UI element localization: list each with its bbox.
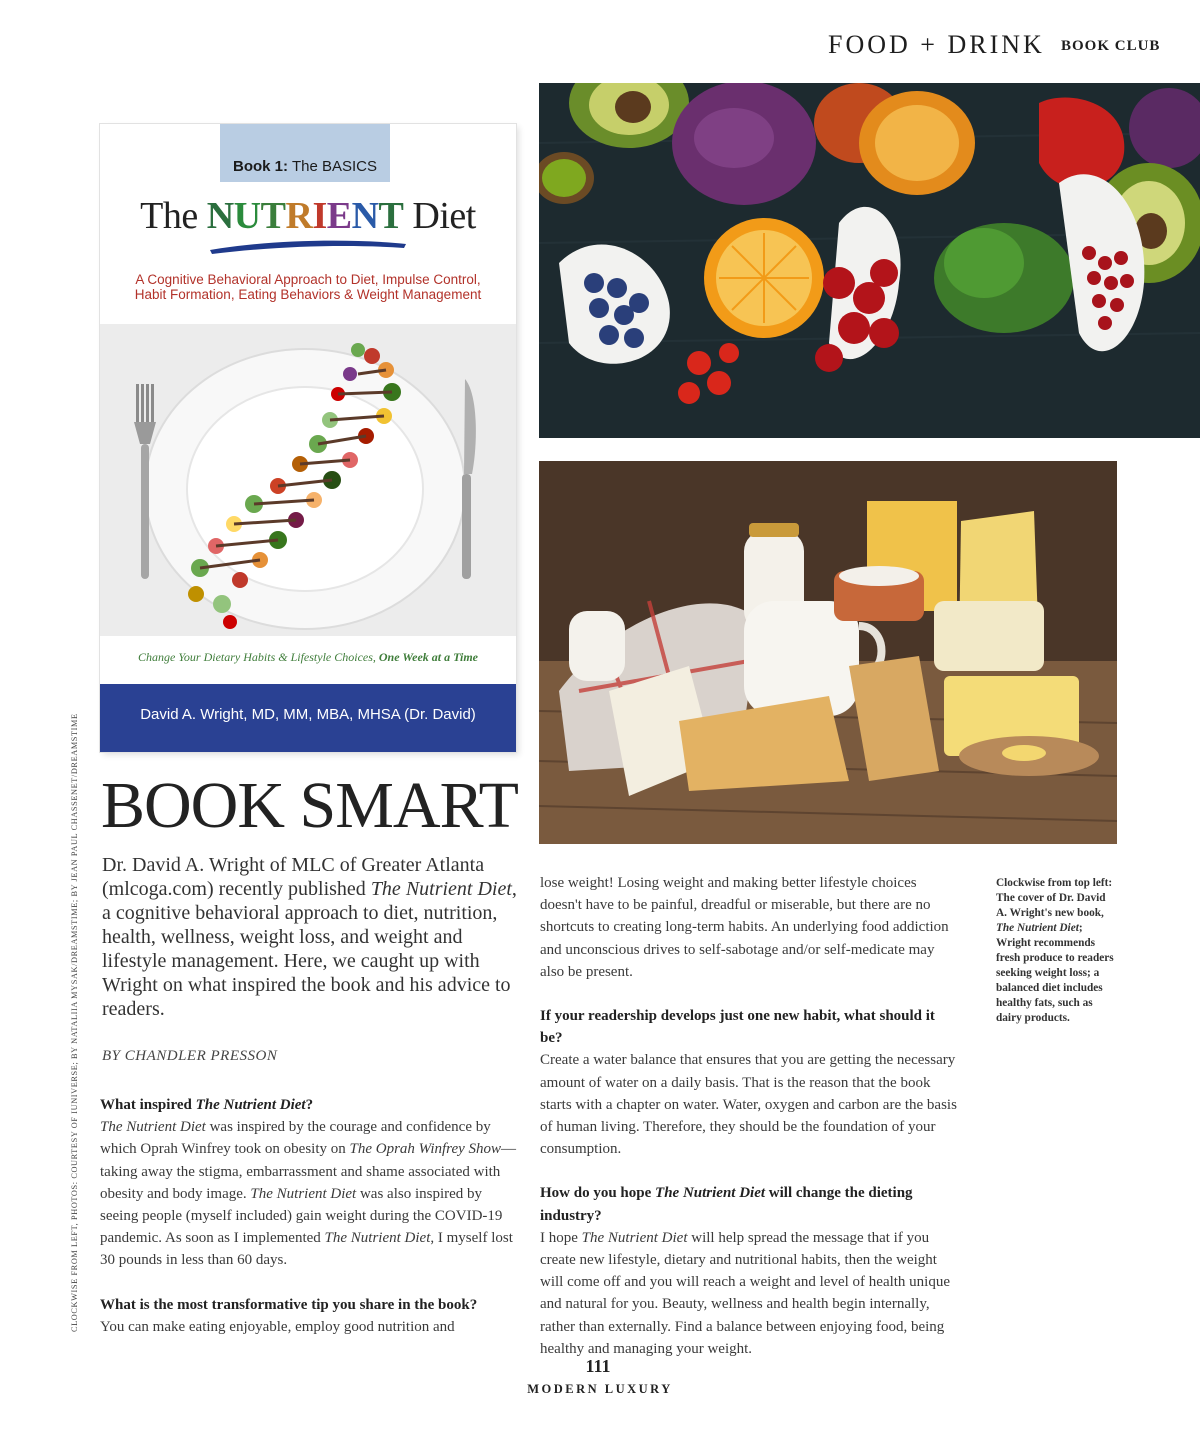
photo-caption bbox=[996, 876, 1118, 1026]
answer-2-start: You can make eating enjoyable, employ good nutrition and bbox=[100, 1318, 455, 1335]
cover-tagline bbox=[100, 650, 516, 665]
qa-block-3 bbox=[540, 1005, 960, 1160]
question-4-pre: How do you hope bbox=[540, 1185, 656, 1202]
produce-photo bbox=[539, 83, 1200, 438]
cover-subtitle bbox=[120, 272, 496, 302]
answer-1-text-1: was inspired by the courage and confidence by which Oprah Winfrey took on obesity on bbox=[100, 1119, 491, 1158]
caption-post: ; Wright recommends fresh produce to readers seeking weight loss; a balanced diet includes healthy fats, such as dairy products. bbox=[996, 922, 1114, 1024]
cover-title-pre: The bbox=[140, 195, 198, 237]
cover-tag-prefix: Book 1: bbox=[233, 158, 289, 175]
book-cover bbox=[100, 124, 516, 752]
cover-title-letter: T bbox=[260, 195, 286, 237]
question-1-pre: What inspired bbox=[100, 1097, 196, 1113]
article-column-1 bbox=[100, 1094, 520, 1360]
section-subtitle: BOOK CLUB bbox=[1061, 38, 1161, 54]
answer-1-title-1: The Nutrient Diet bbox=[100, 1119, 206, 1136]
qa-block-2 bbox=[100, 1294, 520, 1338]
cover-title-letter: N bbox=[351, 195, 379, 237]
cover-title-main bbox=[207, 195, 404, 237]
cover-title-letter: T bbox=[378, 195, 404, 237]
answer-1-title-4: The Nutrient Diet bbox=[324, 1230, 431, 1247]
cover-title-letter: U bbox=[233, 195, 261, 237]
cover-author: David A. Wright, MD, MM, MBA, MHSA (Dr. David) bbox=[140, 706, 476, 723]
cover-plate-illustration bbox=[100, 324, 516, 636]
cover-title-letter: R bbox=[285, 195, 313, 237]
answer-1-title-2: The Oprah Winfrey Show bbox=[349, 1141, 502, 1158]
intro-text-2: , a cognitive behavioral approach to diet, nutrition, health, wellness, weight loss, and weight and lifestyle management. Here, we caught up with Wright on what inspired the book and his advice to readers. bbox=[102, 878, 517, 1020]
intro-text-1: Dr. David A. Wright of MLC of Greater Atlanta (mlcoga.com) recently published bbox=[102, 854, 485, 900]
section-title: FOOD + DRINK bbox=[828, 30, 1045, 59]
answer-4-pre: I hope bbox=[540, 1229, 582, 1246]
photo-credit: CLOCKWISE FROM LEFT, PHOTOS: COURTESY OF IUNIVERSE; BY NATALIIA MYSAK/DREAMSTIME; BY JEAN PAUL CHASSENET/DREAMSTIME bbox=[70, 713, 79, 1332]
cover-book-tag bbox=[220, 124, 390, 182]
question-4-post: will change the dieting industry? bbox=[540, 1185, 913, 1224]
cover-title bbox=[100, 194, 516, 238]
question-1-post: ? bbox=[305, 1097, 314, 1113]
intro-paragraph bbox=[102, 853, 522, 1021]
answer-4-post: will help spread the message that if you create new lifestyle, dietary and nutritional habits, then the weight will come off and you will reach a weight and level of health unique and natural for you. Beauty, wellness and health begin internally, rather than externally. Find a balance between enjoying food, being healthy and managing your weight. bbox=[540, 1229, 951, 1357]
question-2: What is the most transformative tip you share in the book? bbox=[100, 1296, 478, 1313]
cover-tag-suffix: The BASICS bbox=[291, 158, 377, 175]
page-number-text: 111 bbox=[585, 1356, 611, 1376]
cover-tagline-bold: One Week at a Time bbox=[378, 650, 478, 664]
question-3: If your readership develops just one new habit, what should it be? bbox=[540, 1008, 935, 1047]
cover-title-letter: E bbox=[326, 195, 352, 237]
cover-title-post: Diet bbox=[412, 195, 476, 237]
cover-tagline-pre: Change Your Dietary Habits & Lifestyle Choices, bbox=[138, 650, 376, 664]
cover-title-letter: I bbox=[312, 195, 327, 237]
byline: BY CHANDLER PRESSON bbox=[102, 1048, 278, 1064]
caption-pre: Clockwise from top left: The cover of Dr. David A. Wright's new book, bbox=[996, 877, 1113, 919]
cover-swoosh-icon bbox=[208, 236, 408, 256]
question-4 bbox=[540, 1182, 960, 1226]
answer-1-text-2: —taking away the stigma, embarrassment and shame associated with obesity and body image. bbox=[100, 1141, 517, 1202]
dairy-photo bbox=[539, 461, 1117, 844]
qa-block-1 bbox=[100, 1094, 520, 1272]
qa-block-4 bbox=[540, 1182, 960, 1360]
cover-subtitle-line1: A Cognitive Behavioral Approach to Diet, Impulse Control, bbox=[135, 272, 481, 287]
cover-author-bar bbox=[100, 684, 516, 752]
answer-1-text-3: was also inspired by seeing people (myself included) gain weight during the COVID-19 pandemic. As soon as I implemented bbox=[100, 1185, 503, 1247]
article-column-2 bbox=[540, 872, 960, 1382]
caption-title: The Nutrient Diet bbox=[996, 922, 1079, 934]
cover-subtitle-line2: Habit Formation, Eating Behaviors & Weight Management bbox=[134, 287, 482, 302]
answer-4-title: The Nutrient Diet bbox=[581, 1229, 688, 1246]
answer-2-continued: lose weight! Losing weight and making better lifestyle choices doesn't have to be painful, dreadful or miserable, but there are no shortcuts to creating long-term habits. An underlying food addiction and unconscious drives to self-sabotage and/or self-medicate may also be present. bbox=[540, 875, 949, 980]
question-1-title: The Nutrient Diet bbox=[195, 1097, 306, 1113]
answer-1-text-4: , I myself lost 30 pounds in less than 60 days. bbox=[100, 1230, 513, 1269]
intro-book-title: The Nutrient Diet bbox=[370, 878, 512, 900]
question-4-title: The Nutrient Diet bbox=[655, 1185, 766, 1202]
cover-title-letter: N bbox=[206, 195, 234, 237]
answer-1 bbox=[100, 1116, 520, 1271]
headline: BOOK SMART bbox=[101, 769, 518, 842]
page-number bbox=[0, 1356, 1200, 1377]
answer-4 bbox=[540, 1227, 960, 1360]
answer-3: Create a water balance that ensures that you are getting the necessary amount of water on a daily basis. That is the reason that the book starts with a chapter on water. Water, oxygen and carbon are the basis of human living. Therefore, they should be the foundation of your consumption. bbox=[540, 1052, 957, 1158]
question-1 bbox=[100, 1094, 520, 1116]
magazine-name: MODERN LUXURY bbox=[527, 1382, 673, 1396]
answer-1-title-3: The Nutrient Diet bbox=[250, 1185, 357, 1202]
